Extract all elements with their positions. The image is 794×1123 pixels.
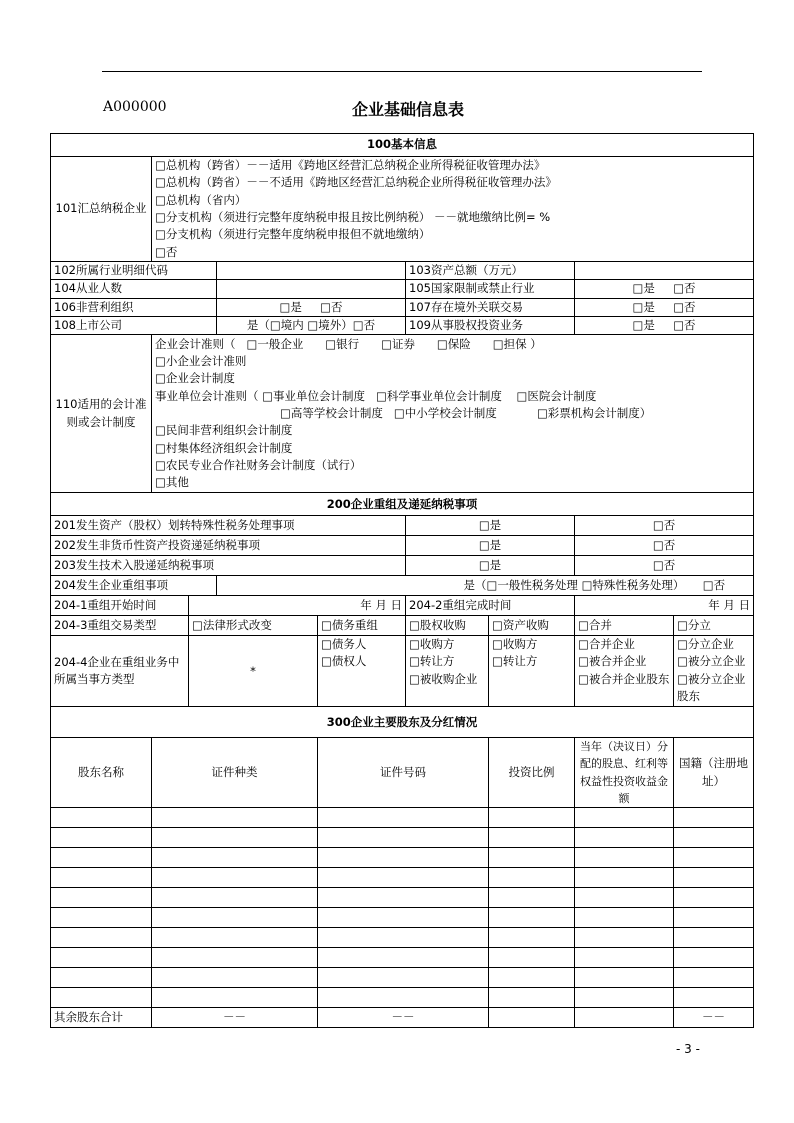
section-100-title: 100基本信息 bbox=[51, 134, 754, 157]
shareholder-cell[interactable] bbox=[318, 828, 489, 848]
r105-label: 105国家限制或禁止行业 bbox=[406, 280, 575, 298]
other-id-no: －－ bbox=[318, 1008, 489, 1028]
opt[interactable]: □转让方 bbox=[492, 654, 538, 669]
r204-3-label: 204-3重组交易类型 bbox=[51, 616, 189, 636]
r101-opt[interactable]: □否 bbox=[155, 244, 178, 259]
shareholder-cell[interactable] bbox=[674, 868, 754, 888]
shareholder-row bbox=[51, 868, 754, 888]
r204-4-label: 204-4企业在重组业务中所属当事方类型 bbox=[51, 636, 189, 707]
shareholder-cell[interactable] bbox=[674, 808, 754, 828]
other-ratio[interactable] bbox=[489, 1008, 575, 1028]
shareholder-cell[interactable] bbox=[152, 888, 318, 908]
col-id-no: 证件号码 bbox=[318, 738, 489, 808]
shareholder-cell[interactable] bbox=[152, 968, 318, 988]
r102-value[interactable] bbox=[217, 262, 406, 280]
opt[interactable]: □被合并企业股东 bbox=[578, 671, 670, 686]
other-id-type: －－ bbox=[152, 1008, 318, 1028]
shareholder-cell[interactable] bbox=[489, 988, 575, 1008]
shareholder-cell[interactable] bbox=[152, 868, 318, 888]
shareholder-cell[interactable] bbox=[489, 848, 575, 868]
shareholder-cell[interactable] bbox=[152, 848, 318, 868]
shareholder-cell[interactable] bbox=[51, 808, 152, 828]
r110-options bbox=[152, 335, 754, 493]
shareholder-cell[interactable] bbox=[51, 988, 152, 1008]
opt[interactable]: □科学事业单位会计制度 bbox=[376, 388, 502, 403]
r202-label: 202发生非货币性资产投资递延纳税事项 bbox=[51, 536, 406, 556]
r102-label: 102所属行业明细代码 bbox=[51, 262, 217, 280]
opt[interactable]: □其他 bbox=[155, 475, 189, 490]
r106-value bbox=[217, 298, 406, 316]
opt[interactable]: □债务人 bbox=[321, 637, 367, 652]
shareholder-cell[interactable] bbox=[575, 828, 674, 848]
r101-opt[interactable]: □总机构（跨省）－－不适用《跨地区经营汇总纳税企业所得税征收管理办法》 bbox=[155, 175, 557, 190]
shareholder-cell[interactable] bbox=[674, 948, 754, 968]
shareholder-cell[interactable] bbox=[489, 808, 575, 828]
col-nationality: 国籍（注册地址） bbox=[674, 738, 754, 808]
type-legal[interactable]: □法律形式改变 bbox=[189, 616, 318, 636]
opt[interactable]: □被合并企业 bbox=[578, 654, 647, 669]
r107-value bbox=[575, 298, 754, 316]
opt[interactable]: □证券 bbox=[381, 336, 415, 351]
shareholder-cell[interactable] bbox=[575, 988, 674, 1008]
opt[interactable]: □小企业会计准则 bbox=[155, 354, 247, 369]
shareholder-cell[interactable] bbox=[575, 848, 674, 868]
r204-2-label: 204-2重组完成时间 bbox=[406, 596, 575, 616]
std-label: 事业单位会计准则（ bbox=[155, 388, 259, 403]
opt[interactable]: □合并企业 bbox=[578, 637, 635, 652]
shareholder-cell[interactable] bbox=[152, 828, 318, 848]
opt[interactable]: □转让方 bbox=[409, 654, 455, 669]
r110-line5 bbox=[155, 405, 750, 422]
col-id-type: 证件种类 bbox=[152, 738, 318, 808]
party-asset bbox=[489, 636, 575, 707]
shareholder-cell[interactable] bbox=[152, 808, 318, 828]
r101-opt[interactable]: □分支机构（须进行完整年度纳税申报且按比例纳税） －－就地缴纳比例= % bbox=[155, 210, 551, 224]
shareholder-cell[interactable] bbox=[674, 928, 754, 948]
shareholder-row bbox=[51, 928, 754, 948]
opt[interactable]: □医院会计制度 bbox=[516, 388, 597, 403]
r101-opt[interactable]: □总机构（省内） bbox=[155, 192, 247, 207]
r203-yes[interactable]: □是 bbox=[406, 556, 575, 576]
opt[interactable]: □被分立企业股东 bbox=[677, 671, 746, 704]
r108-value[interactable]: 是（□境内 □境外）□否 bbox=[217, 316, 406, 334]
shareholder-cell[interactable] bbox=[674, 968, 754, 988]
info-table bbox=[50, 133, 754, 1028]
std-label: 企业会计准则（ bbox=[155, 336, 236, 351]
r110-line4 bbox=[155, 388, 750, 405]
no-checkbox[interactable]: □否 bbox=[702, 578, 726, 593]
r204-1-date[interactable]: 年 月 日 bbox=[189, 596, 406, 616]
r204-options[interactable]: 是（□一般性税务处理 □特殊性税务处理） bbox=[463, 578, 685, 593]
shareholder-cell[interactable] bbox=[489, 948, 575, 968]
shareholder-cell[interactable] bbox=[152, 948, 318, 968]
shareholder-row bbox=[51, 848, 754, 868]
r107-label: 107存在境外关联交易 bbox=[406, 298, 575, 316]
party-debt bbox=[318, 636, 406, 707]
type-equity[interactable]: □股权收购 bbox=[406, 616, 489, 636]
shareholder-cell[interactable] bbox=[674, 848, 754, 868]
opt[interactable]: □收购方 bbox=[409, 637, 455, 652]
shareholder-cell[interactable] bbox=[318, 948, 489, 968]
r204-1-label: 204-1重组开始时间 bbox=[51, 596, 189, 616]
r103-value[interactable] bbox=[575, 262, 754, 280]
yes-checkbox[interactable]: □是 bbox=[632, 317, 655, 332]
r108-label: 108上市公司 bbox=[51, 316, 217, 334]
r104-label: 104从业人数 bbox=[51, 280, 217, 298]
shareholder-cell[interactable] bbox=[575, 868, 674, 888]
no-checkbox[interactable]: □否 bbox=[673, 299, 696, 314]
shareholder-cell[interactable] bbox=[318, 988, 489, 1008]
opt[interactable]: □分立企业 bbox=[677, 637, 734, 652]
r203-no[interactable]: □否 bbox=[575, 556, 754, 576]
opt[interactable]: □一般企业 bbox=[246, 336, 304, 351]
shareholder-cell[interactable] bbox=[575, 808, 674, 828]
party-merge bbox=[575, 636, 674, 707]
r106-label: 106非营利组织 bbox=[51, 298, 217, 316]
shareholder-cell[interactable] bbox=[152, 928, 318, 948]
r101-options bbox=[152, 157, 754, 262]
shareholder-cell[interactable] bbox=[318, 928, 489, 948]
shareholder-cell[interactable] bbox=[489, 868, 575, 888]
shareholder-row bbox=[51, 968, 754, 988]
r109-label: 109从事股权投资业务 bbox=[406, 316, 575, 334]
opt[interactable]: □被收购企业 bbox=[409, 671, 478, 686]
shareholder-cell[interactable] bbox=[51, 968, 152, 988]
r110-label: 110适用的会计准则或会计制度 bbox=[51, 335, 152, 493]
shareholder-cell[interactable] bbox=[674, 908, 754, 928]
r103-label: 103资产总额（万元） bbox=[406, 262, 575, 280]
shareholder-cell[interactable] bbox=[674, 988, 754, 1008]
shareholder-cell[interactable] bbox=[575, 948, 674, 968]
r203-label: 203发生技术入股递延纳税事项 bbox=[51, 556, 406, 576]
opt[interactable]: □中小学校会计制度 bbox=[393, 406, 497, 421]
no-checkbox[interactable]: □否 bbox=[320, 299, 343, 314]
shareholder-cell[interactable] bbox=[318, 888, 489, 908]
page-number: - 3 - bbox=[676, 1042, 700, 1056]
opt[interactable]: □村集体经济组织会计制度 bbox=[155, 440, 293, 455]
r204-label: 204发生企业重组事项 bbox=[51, 576, 217, 596]
r204-value bbox=[217, 576, 754, 596]
type-asset[interactable]: □资产收购 bbox=[489, 616, 575, 636]
shareholder-cell[interactable] bbox=[51, 868, 152, 888]
r101-opt[interactable]: □总机构（跨省）－－适用《跨地区经营汇总纳税企业所得税征收管理办法》 bbox=[155, 158, 546, 173]
shareholder-cell[interactable] bbox=[489, 928, 575, 948]
r101-opt[interactable]: □分支机构（须进行完整年度纳税申报但不就地缴纳） bbox=[155, 227, 431, 242]
party-legal: * bbox=[189, 636, 318, 707]
opt[interactable]: □事业单位会计制度 bbox=[262, 388, 366, 403]
shareholder-cell[interactable] bbox=[51, 848, 152, 868]
shareholder-cell[interactable] bbox=[575, 928, 674, 948]
col-dividend: 当年（决议日）分配的股息、红利等权益性投资收益金额 bbox=[575, 738, 674, 808]
header-rule bbox=[102, 71, 702, 72]
shareholder-row bbox=[51, 988, 754, 1008]
col-ratio: 投资比例 bbox=[489, 738, 575, 808]
shareholder-cell[interactable] bbox=[51, 908, 152, 928]
r104-value[interactable] bbox=[217, 280, 406, 298]
shareholder-row bbox=[51, 908, 754, 928]
type-split[interactable]: □分立 bbox=[674, 616, 754, 636]
party-equity bbox=[406, 636, 489, 707]
r101-label: 101汇总纳税企业 bbox=[51, 157, 152, 262]
r201-label: 201发生资产（股权）划转特殊性税务处理事项 bbox=[51, 516, 406, 536]
shareholder-row bbox=[51, 948, 754, 968]
shareholder-cell[interactable] bbox=[489, 908, 575, 928]
shareholder-cell[interactable] bbox=[51, 948, 152, 968]
shareholder-cell[interactable] bbox=[575, 968, 674, 988]
yes-checkbox[interactable]: □是 bbox=[632, 299, 655, 314]
shareholder-row bbox=[51, 808, 754, 828]
section-300-title: 300企业主要股东及分红情况 bbox=[51, 707, 754, 738]
no-checkbox[interactable]: □否 bbox=[673, 281, 696, 296]
opt[interactable]: □农民专业合作社财务会计制度（试行） bbox=[155, 457, 362, 472]
opt[interactable]: □收购方 bbox=[492, 637, 538, 652]
shareholder-cell[interactable] bbox=[318, 968, 489, 988]
opt[interactable]: □担保 ） bbox=[492, 336, 542, 351]
section-200-title: 200企业重组及递延纳税事项 bbox=[51, 493, 754, 516]
shareholder-cell[interactable] bbox=[489, 888, 575, 908]
opt[interactable]: □债权人 bbox=[321, 654, 367, 669]
r201-no[interactable]: □否 bbox=[575, 516, 754, 536]
r110-line1 bbox=[155, 336, 750, 353]
r201-yes[interactable]: □是 bbox=[406, 516, 575, 536]
type-debt[interactable]: □债务重组 bbox=[318, 616, 406, 636]
opt[interactable]: □企业会计制度 bbox=[155, 371, 235, 386]
opt[interactable]: □彩票机构会计制度） bbox=[536, 406, 652, 421]
col-name: 股东名称 bbox=[51, 738, 152, 808]
no-checkbox[interactable]: □否 bbox=[673, 317, 696, 332]
yes-checkbox[interactable]: □是 bbox=[632, 281, 655, 296]
shareholder-cell[interactable] bbox=[575, 908, 674, 928]
other-shareholders-label: 其余股东合计 bbox=[51, 1008, 152, 1028]
r204-2-date[interactable]: 年 月 日 bbox=[575, 596, 754, 616]
shareholder-cell[interactable] bbox=[51, 928, 152, 948]
r202-no[interactable]: □否 bbox=[575, 536, 754, 556]
opt[interactable]: □高等学校会计制度 bbox=[280, 406, 383, 421]
other-nationality: －－ bbox=[674, 1008, 754, 1028]
form-code: A000000 bbox=[103, 99, 167, 115]
shareholder-cell[interactable] bbox=[489, 968, 575, 988]
opt[interactable]: □保险 bbox=[436, 336, 471, 351]
opt[interactable]: □民间非营利组织会计制度 bbox=[155, 423, 293, 438]
r109-value bbox=[575, 316, 754, 334]
shareholder-cell[interactable] bbox=[152, 908, 318, 928]
shareholder-cell[interactable] bbox=[674, 828, 754, 848]
shareholder-cell[interactable] bbox=[152, 988, 318, 1008]
opt[interactable]: □被分立企业 bbox=[677, 654, 746, 669]
yes-checkbox[interactable]: □是 bbox=[279, 299, 302, 314]
shareholder-cell[interactable] bbox=[318, 808, 489, 828]
shareholder-cell[interactable] bbox=[51, 888, 152, 908]
shareholder-cell[interactable] bbox=[318, 908, 489, 928]
shareholder-cell[interactable] bbox=[489, 828, 575, 848]
type-merge[interactable]: □合并 bbox=[575, 616, 674, 636]
r105-value bbox=[575, 280, 754, 298]
opt[interactable]: □银行 bbox=[325, 336, 360, 351]
shareholder-row bbox=[51, 828, 754, 848]
shareholder-cell[interactable] bbox=[51, 828, 152, 848]
other-dividend[interactable] bbox=[575, 1008, 674, 1028]
form-title: 企业基础信息表 bbox=[352, 100, 465, 119]
shareholder-cell[interactable] bbox=[318, 868, 489, 888]
shareholder-cell[interactable] bbox=[674, 888, 754, 908]
shareholder-cell[interactable] bbox=[575, 888, 674, 908]
party-split bbox=[674, 636, 754, 707]
shareholder-cell[interactable] bbox=[318, 848, 489, 868]
shareholder-row bbox=[51, 888, 754, 908]
r202-yes[interactable]: □是 bbox=[406, 536, 575, 556]
